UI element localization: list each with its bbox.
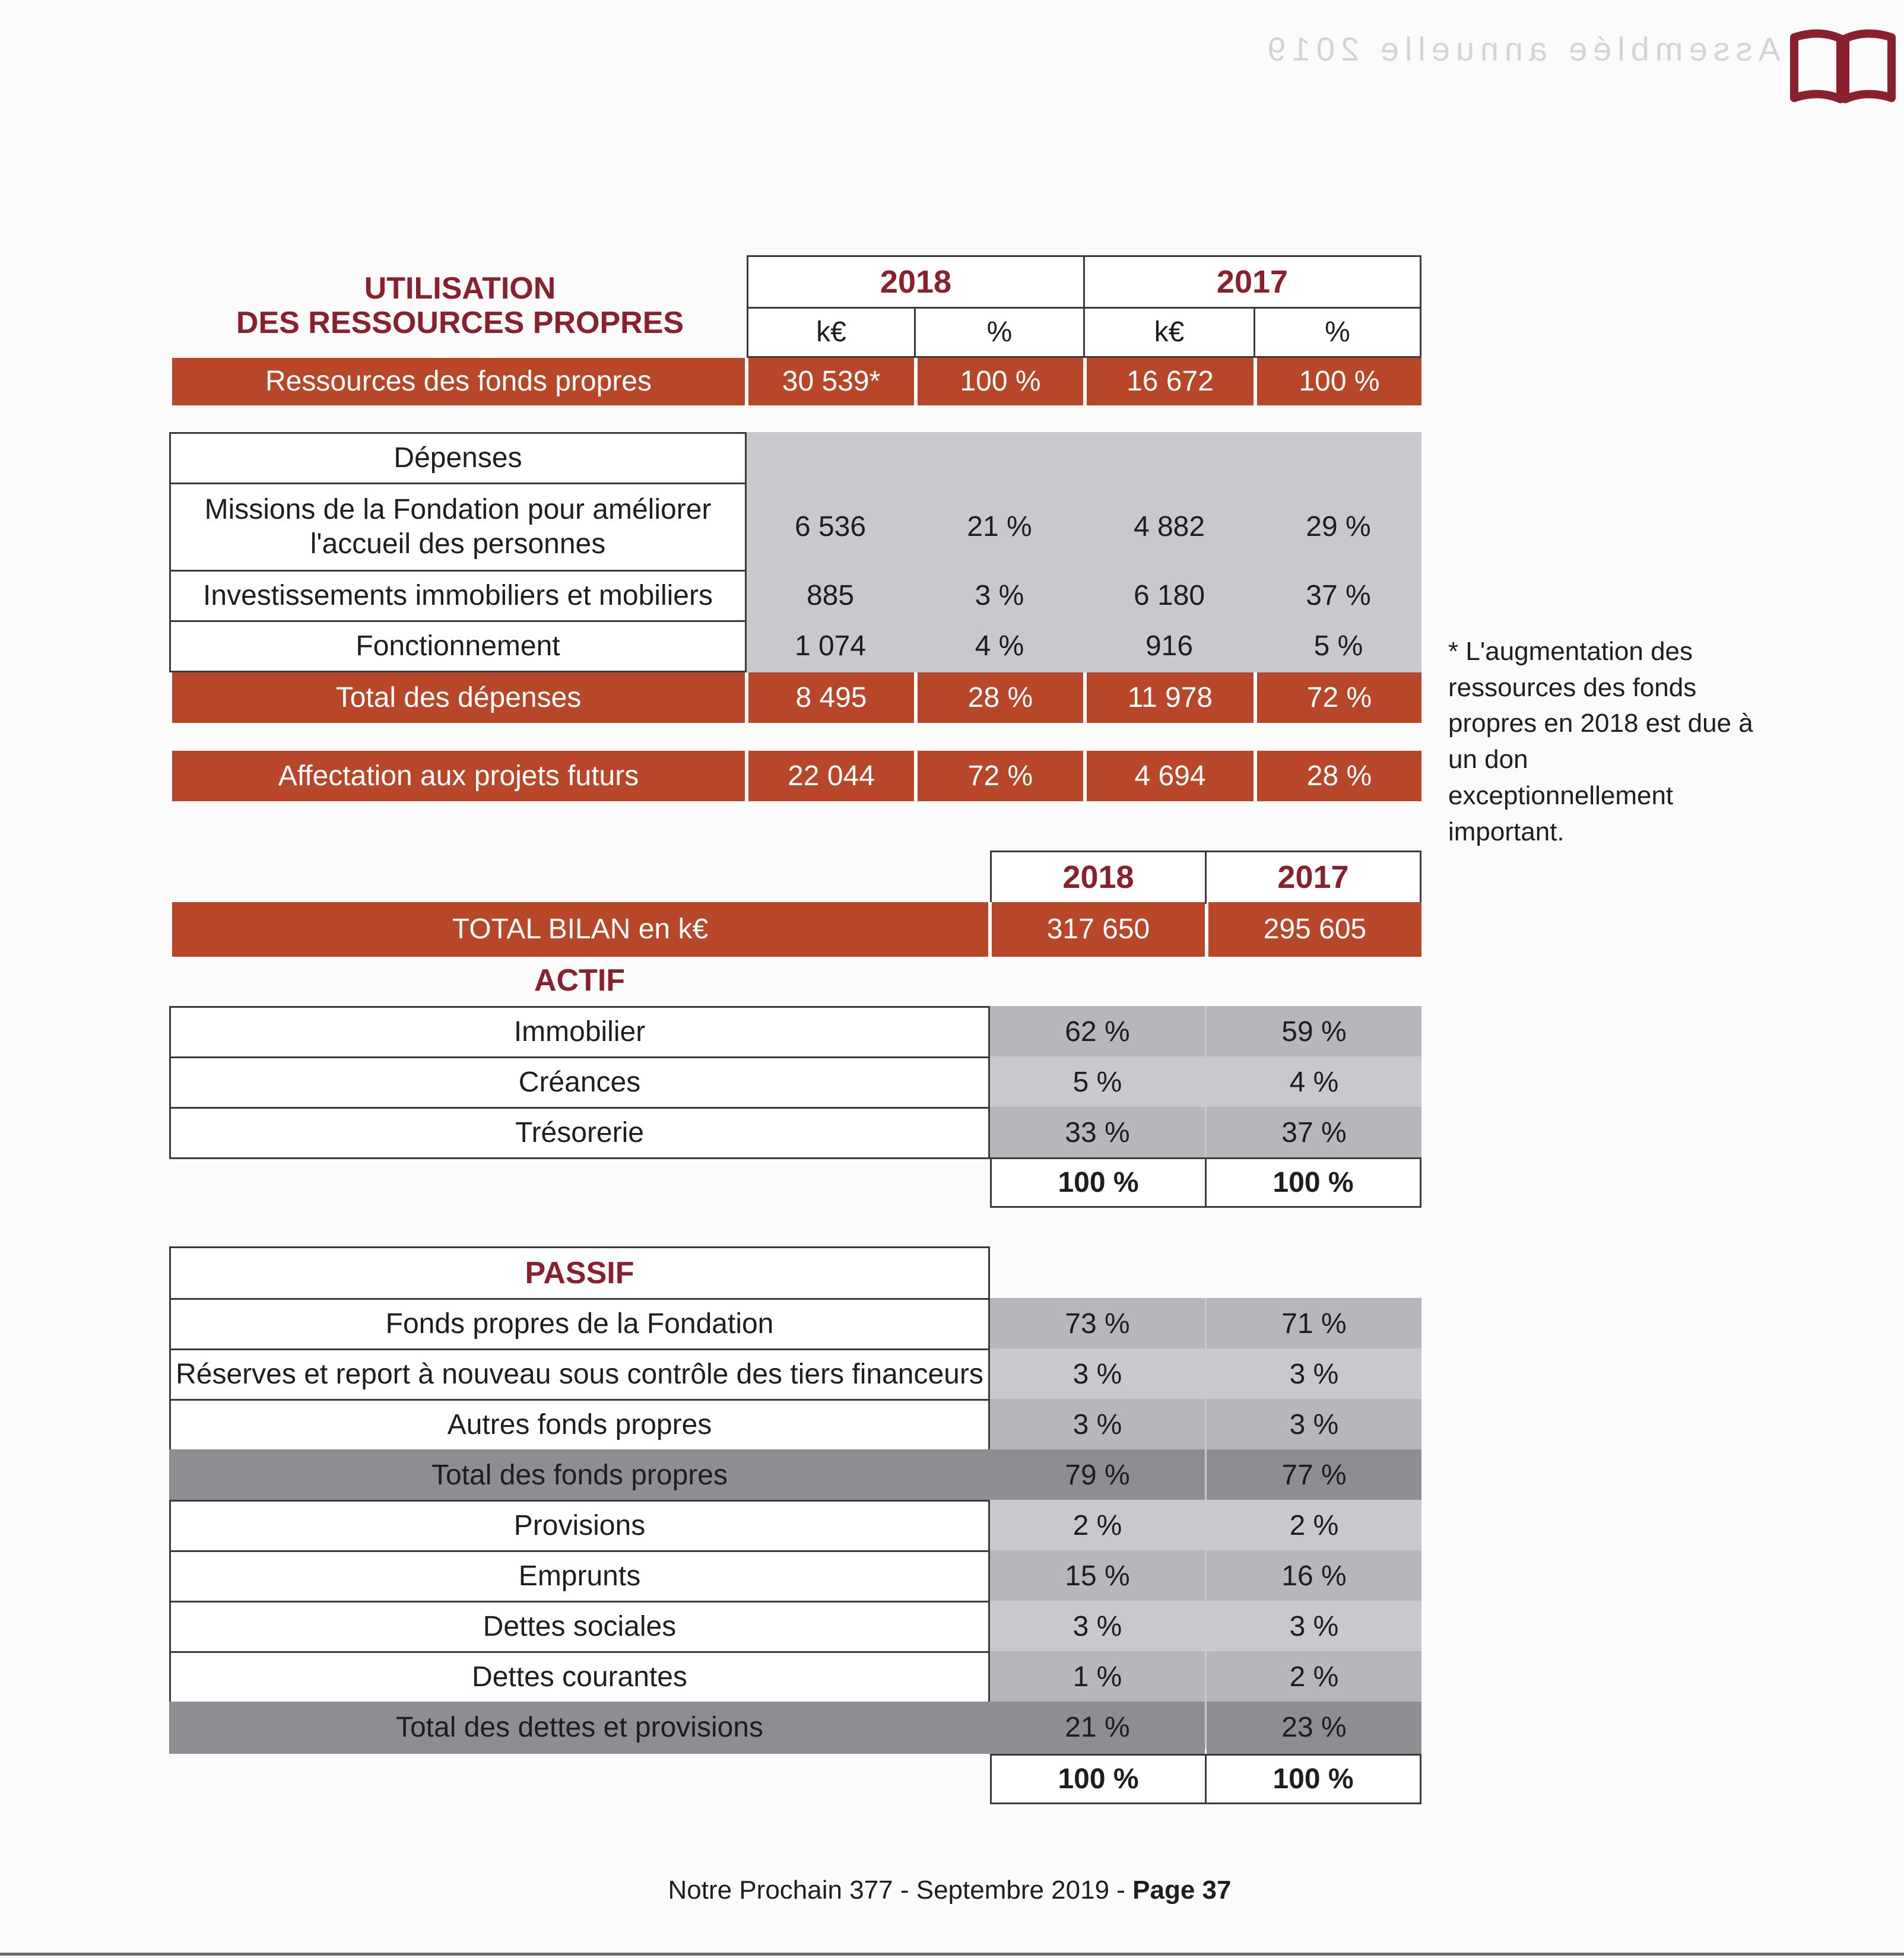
footer-page-number: Page 37 xyxy=(1132,1876,1232,1905)
row-label: Provisions xyxy=(169,1500,990,1552)
bilan-total-label: TOTAL BILAN en k€ xyxy=(172,902,988,957)
row-label: Fonds propres de la Fondation xyxy=(169,1298,990,1350)
row-value: 2 % xyxy=(1207,1500,1421,1552)
row-value: 77 % xyxy=(1207,1449,1421,1502)
row-value: 37 % xyxy=(1207,1107,1421,1159)
row-label: Total des dépenses xyxy=(172,672,745,723)
book-icon xyxy=(1789,27,1896,107)
usage-title-line1: UTILISATION xyxy=(364,271,556,306)
row-value: 72 % xyxy=(1255,672,1421,723)
row-label: Affectation aux projets futurs xyxy=(172,751,745,801)
row-value: 6 536 xyxy=(794,511,867,543)
row-value: 28 % xyxy=(1255,751,1421,801)
row-value: 100 % xyxy=(916,358,1083,405)
bilan-year-2018: 2018 xyxy=(990,851,1207,904)
row-label: Créances xyxy=(169,1056,990,1109)
row-value: 6 180 xyxy=(1133,580,1205,612)
usage-year-2018: 2018 xyxy=(747,255,1085,309)
footnote: * L'augmentation des ressources des fonds propres en 2018 est due à un don exceptionnellement important. xyxy=(1448,637,1753,846)
row-value: 4 % xyxy=(975,630,1024,662)
row-value: 3 % xyxy=(990,1348,1205,1401)
row-value: 29 % xyxy=(1306,511,1371,543)
row-value: 3 % xyxy=(990,1399,1205,1451)
passif-total-2017: 100 % xyxy=(1205,1754,1421,1804)
row-value: 8 495 xyxy=(747,672,914,723)
row-value: 3 % xyxy=(1207,1399,1421,1451)
row-value: 33 % xyxy=(990,1107,1205,1159)
bilan-total-2018: 317 650 xyxy=(990,902,1205,957)
bilan-total-2017: 295 605 xyxy=(1207,902,1421,957)
row-value: 59 % xyxy=(1207,1006,1421,1058)
bottom-rule xyxy=(0,1953,1904,1956)
row-value: 73 % xyxy=(990,1298,1205,1350)
row-value: 2 % xyxy=(990,1500,1205,1552)
passif-total-2018: 100 % xyxy=(990,1754,1207,1804)
row-value: 23 % xyxy=(1207,1702,1421,1754)
row-value: 100 % xyxy=(1255,358,1421,405)
row-value: 4 % xyxy=(1207,1056,1421,1109)
passif-heading: PASSIF xyxy=(169,1246,990,1300)
row-value: 4 694 xyxy=(1085,751,1254,801)
row-value: 16 672 xyxy=(1085,358,1254,405)
row-value: 3 % xyxy=(1207,1601,1421,1653)
row-value: 28 % xyxy=(916,672,1083,723)
row-value: 916 xyxy=(1145,630,1194,662)
bilan-year-2017: 2017 xyxy=(1205,851,1421,904)
row-label: Total des fonds propres xyxy=(169,1449,990,1502)
usage-table-title xyxy=(172,267,748,344)
row-label: Investissements immobiliers et mobiliers xyxy=(169,570,747,622)
row-value: 3 % xyxy=(975,580,1024,612)
row-value: 30 539* xyxy=(747,358,914,405)
row-value: 3 % xyxy=(1207,1348,1421,1401)
usage-title-line2: DES RESSOURCES PROPRES xyxy=(236,306,684,340)
footer-text: Notre Prochain 377 - Septembre 2019 - xyxy=(668,1876,1133,1905)
row-value: 1 074 xyxy=(794,630,867,662)
row-value: 5 % xyxy=(990,1056,1205,1109)
row-value: 11 978 xyxy=(1085,672,1254,723)
row-label: Total des dettes et provisions xyxy=(169,1702,990,1754)
unit-pct-2018: % xyxy=(914,307,1085,358)
row-label: Missions de la Fondation pour améliorer l'accueil des personnes xyxy=(169,483,747,572)
row-value: 21 % xyxy=(990,1702,1205,1754)
row-value: 16 % xyxy=(1207,1550,1421,1602)
row-value: 3 % xyxy=(990,1601,1205,1653)
row-value: 1 % xyxy=(990,1651,1205,1703)
reversed-header-text: Assemblée annuelle 2019 xyxy=(1261,30,1781,68)
row-label: Ressources des fonds propres xyxy=(172,358,745,405)
row-label: Trésorerie xyxy=(169,1107,990,1159)
row-value: 71 % xyxy=(1207,1298,1421,1350)
usage-year-2017: 2017 xyxy=(1083,255,1421,309)
row-label-depenses: Dépenses xyxy=(169,432,747,484)
row-label: Dettes courantes xyxy=(169,1651,990,1703)
row-value: 72 % xyxy=(916,751,1083,801)
unit-pct-2017: % xyxy=(1254,307,1421,358)
page-footer xyxy=(475,1870,1424,1911)
row-value: 62 % xyxy=(990,1006,1205,1058)
actif-total-2018: 100 % xyxy=(990,1157,1207,1208)
actif-total-2017: 100 % xyxy=(1205,1157,1421,1208)
row-value: 2 % xyxy=(1207,1651,1421,1703)
row-value: 22 044 xyxy=(747,751,914,801)
unit-keur-2018: k€ xyxy=(747,307,916,358)
row-label: Emprunts xyxy=(169,1550,990,1602)
row-label: Fonctionnement xyxy=(169,620,747,672)
row-value: 15 % xyxy=(990,1550,1205,1602)
row-value: 5 % xyxy=(1313,630,1363,662)
row-label: Immobilier xyxy=(169,1006,990,1058)
row-value: 21 % xyxy=(967,511,1032,543)
row-value: 37 % xyxy=(1306,580,1371,612)
row-label: Réserves et report à nouveau sous contrôle des tiers financeurs xyxy=(169,1348,990,1401)
unit-keur-2017: k€ xyxy=(1083,307,1255,358)
row-label: Dettes sociales xyxy=(169,1601,990,1653)
row-value: 79 % xyxy=(990,1449,1205,1502)
row-value: 885 xyxy=(806,580,855,612)
row-value: 4 882 xyxy=(1133,511,1205,543)
row-label: Autres fonds propres xyxy=(169,1399,990,1451)
actif-heading: ACTIF xyxy=(534,963,626,998)
